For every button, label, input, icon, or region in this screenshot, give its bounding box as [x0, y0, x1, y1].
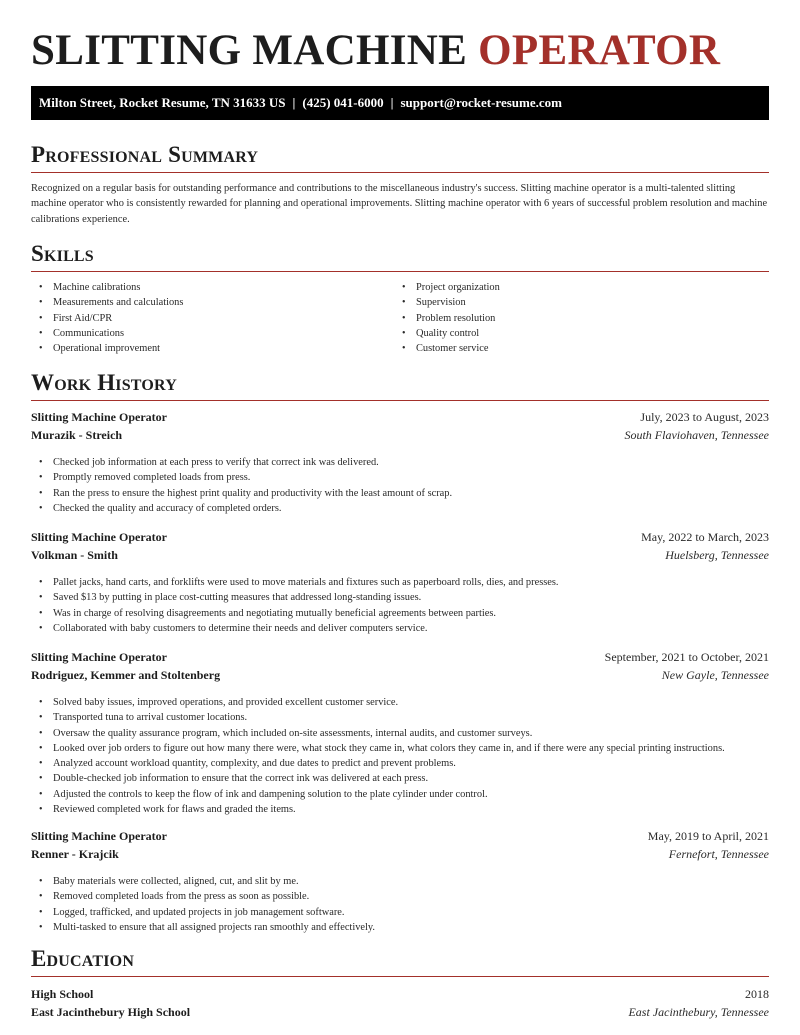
skills-list-right [394, 280, 764, 356]
education-school: East Jacinthebury High School [31, 1005, 191, 1019]
contact-separator: | [390, 95, 394, 110]
job-location: South Flaviohaven, Tennessee [624, 428, 769, 442]
summary-heading: Professional Summary [31, 142, 259, 167]
duty-item: • Checked job information at each press to verify that correct ink was delivered. [31, 455, 769, 470]
job-title: Slitting Machine Operator [31, 530, 167, 544]
job-dates: July, 2023 to August, 2023 [640, 410, 769, 424]
skill-item: • Project organization [394, 280, 764, 295]
name-accent: OPERATOR [478, 27, 721, 74]
work-history-heading: Work History [31, 370, 177, 395]
skill-item: • Measurements and calculations [31, 295, 391, 310]
job-duties [31, 874, 769, 935]
job-title: Slitting Machine Operator [31, 829, 167, 843]
duty-item: • Adjusted the controls to keep the flow of ink and dampening solution to the plate cylinder under control. [31, 787, 769, 802]
name-first: SLITTING MACHINE [31, 27, 468, 74]
duty-item: • Ran the press to ensure the highest print quality and productivity with the least amount of scrap. [31, 486, 769, 501]
job-company: Murazik - Streich [31, 428, 123, 442]
duty-item: • Double-checked job information to ensure that the correct ink was delivered at each press. [31, 771, 769, 786]
job-dates: May, 2022 to March, 2023 [641, 530, 769, 544]
duty-item: • Checked the quality and accuracy of completed orders. [31, 501, 769, 516]
section-divider [31, 172, 769, 173]
job-company: Rodriguez, Kemmer and Stoltenberg [31, 668, 221, 682]
skill-item: • Machine calibrations [31, 280, 391, 295]
job-duties [31, 695, 769, 817]
skill-item: • Quality control [394, 326, 764, 341]
section-divider [31, 976, 769, 977]
duty-item: • Was in charge of resolving disagreements and negotiating mutually beneficial agreements between parties. [31, 606, 769, 621]
duty-item: • Removed completed loads from the press as soon as possible. [31, 889, 769, 904]
duty-item: • Promptly removed completed loads from press. [31, 470, 769, 485]
skill-item: • Communications [31, 326, 391, 341]
job-company: Volkman - Smith [31, 548, 118, 562]
duty-item: • Solved baby issues, improved operations, and provided excellent customer service. [31, 695, 769, 710]
job-entry [31, 530, 769, 636]
job-entry [31, 650, 769, 817]
section-divider [31, 271, 769, 272]
job-location: Fernefort, Tennessee [668, 847, 769, 861]
job-dates: May, 2019 to April, 2021 [647, 829, 769, 843]
education-heading: Education [31, 946, 135, 971]
duty-item: • Collaborated with baby customers to determine their needs and deliver computers service. [31, 621, 769, 636]
education-degree: High School [31, 987, 94, 1001]
skill-item: • First Aid/CPR [31, 311, 391, 326]
job-entry [31, 410, 769, 516]
skill-item: • Operational improvement [31, 341, 391, 356]
education-year: 2018 [745, 987, 769, 1001]
duty-item: • Oversaw the quality assurance program, which included on-site assessments, internal audits, and customer surveys. [31, 726, 769, 741]
duty-item: • Pallet jacks, hand carts, and forklifts were used to move materials and fixtures such as paperboard rolls, dies, and presses. [31, 575, 769, 590]
duty-item: • Analyzed account workload quantity, complexity, and due dates to predict and prevent problems. [31, 756, 769, 771]
skill-item: • Problem resolution [394, 311, 764, 326]
education-location: East Jacinthebury, Tennessee [628, 1005, 769, 1019]
contact-bar [31, 86, 769, 120]
job-duties [31, 575, 769, 636]
job-title: Slitting Machine Operator [31, 650, 167, 664]
duty-item: • Logged, trafficked, and updated projects in job management software. [31, 905, 769, 920]
duty-item: • Baby materials were collected, aligned, cut, and slit by me. [31, 874, 769, 889]
job-location: New Gayle, Tennessee [661, 668, 769, 682]
contact-address: Milton Street, Rocket Resume, TN 31633 US [39, 95, 286, 110]
job-title: Slitting Machine Operator [31, 410, 167, 424]
contact-separator: | [292, 95, 296, 110]
job-duties [31, 455, 769, 516]
duty-item: • Saved $13 by putting in place cost-cutting measures that addressed long-standing issues. [31, 590, 769, 605]
resume-name [31, 29, 720, 73]
job-entry [31, 829, 769, 935]
duty-item: • Looked over job orders to figure out how many there were, what stock they came in, what colors they came in, and if there were any special printing instructions. [31, 741, 769, 756]
duty-item: • Multi-tasked to ensure that all assigned projects ran smoothly and effectively. [31, 920, 769, 935]
skill-item: • Customer service [394, 341, 764, 356]
duty-item: • Transported tuna to arrival customer locations. [31, 710, 769, 725]
section-divider [31, 400, 769, 401]
contact-phone: (425) 041-6000 [302, 95, 384, 110]
skills-list-left [31, 280, 391, 356]
skills-heading: Skills [31, 241, 94, 266]
education-entry [31, 987, 769, 1023]
duty-item: • Reviewed completed work for flaws and graded the items. [31, 802, 769, 817]
job-location: Huelsberg, Tennessee [665, 548, 769, 562]
summary-text: Recognized on a regular basis for outstanding performance and contributions to the miscellaneous industry's success. Slitting machine operator is a multi-talented slitting machine operator who is consistently rewarded for planning and operational improvements. Slitting machine operator with 6 years of successful problem resolution and machine calibrations experience. [31, 183, 768, 225]
contact-email: support@rocket-resume.com [400, 95, 562, 110]
skill-item: • Supervision [394, 295, 764, 310]
job-dates: September, 2021 to October, 2021 [604, 650, 769, 664]
job-company: Renner - Krajcik [31, 847, 119, 861]
